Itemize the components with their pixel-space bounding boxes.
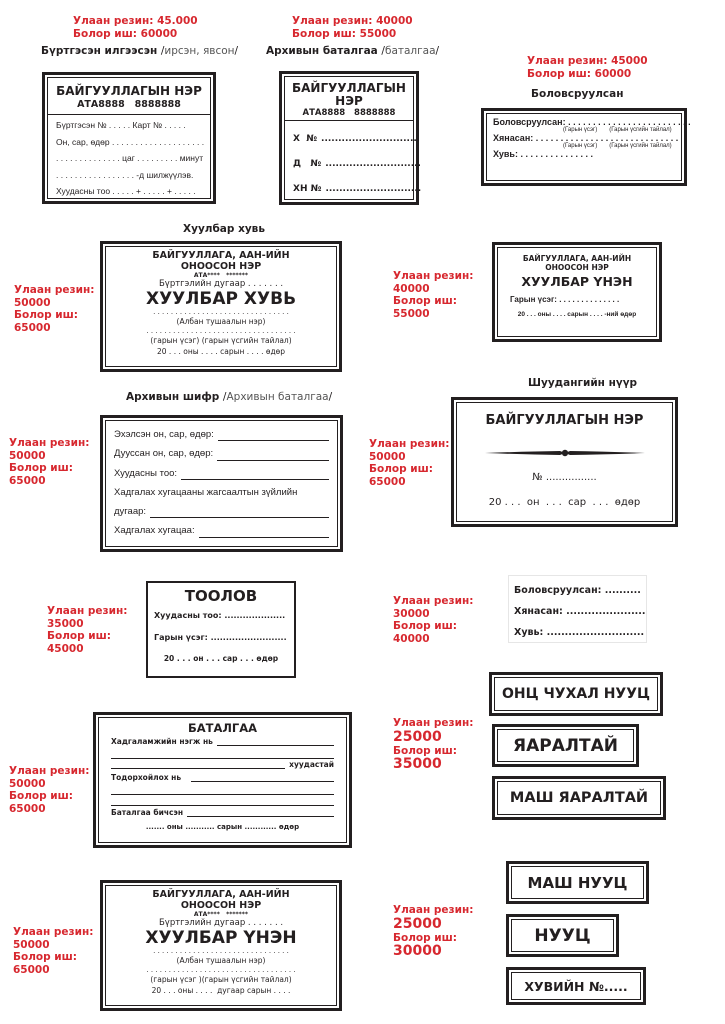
field-copy: Хувь: ........................... xyxy=(514,627,645,638)
price-label: Улаан резин: xyxy=(393,270,474,282)
price-label: Болор иш: xyxy=(393,744,457,757)
field-start-date: Эхэлсэн он, сар, өдөр: xyxy=(114,429,214,440)
price-value: 30000 xyxy=(393,607,430,620)
field-retention-period: Хадгалах хугацаа: xyxy=(114,525,195,537)
field-label-x: Х № xyxy=(293,134,318,144)
price-value: 35000 xyxy=(47,617,84,630)
stamp-caption: Хуулбар хувь xyxy=(183,223,265,235)
price-value: 40000 xyxy=(393,632,430,645)
position-label: (Албан тушаалын нэр) xyxy=(176,317,266,326)
price-value: 55000 xyxy=(393,307,430,320)
price-crystal-ink: Болор иш: 60000 xyxy=(527,68,632,80)
hint-signature: (Гарын үсэг) xyxy=(563,127,598,133)
price-block xyxy=(393,717,473,772)
number-field: № ................ xyxy=(532,472,597,483)
org-name: БАЙГУУЛЛАГЫН НЭР xyxy=(292,81,406,108)
price-value: 65000 xyxy=(13,963,50,976)
signature-label: Гарын үсэг: . . . . . . . . . . . . . . xyxy=(510,295,620,304)
price-value: 50000 xyxy=(14,296,51,309)
price-value: 65000 xyxy=(9,474,46,487)
stamp-copy: БАЙГУУЛЛАГА, ААН-ИЙН ОНООСОН НЭР АТА**** ******* Бүртгэлийн дугаар . . . . . . . ХУУЛБАР ХУВЬ . . . . . . . . . . . . . . . . . . . . . . . . . . . . . . . (Албан тушаалын нэр) . . . . . . . . . . . . . . . . . . . . . . . . . . . . . . . . . . (гарын үсэг) (гарын үсгийн тайлал) 20 . . . оны . . . . сарын . . . . өдөр xyxy=(100,241,342,372)
stamp-title: БАТАЛГАА xyxy=(187,721,258,735)
field-reviewed: Хянасан: . . . . . . . . . . . . . . . . . . . . . . . . . . . . . xyxy=(493,133,679,143)
stamp-title: ХУУЛБАР ХУВЬ xyxy=(145,289,297,309)
stamp-archive-cipher xyxy=(100,415,343,552)
org-line: БАЙГУУЛЛАГА, ААН-ИЙН xyxy=(152,889,290,900)
stamp-top-secret: ОНЦ ЧУХАЛ НУУЦ xyxy=(489,672,663,716)
date-label: 20 . . . он . . . сар . . . өдөр xyxy=(488,497,641,508)
price-label: Улаан резин: xyxy=(14,284,95,296)
field-page-count: Хуудасны тоо: .................... xyxy=(154,611,286,620)
field-page-count: Хуудасны тоо: xyxy=(114,467,178,479)
price-value: 30000 xyxy=(393,943,442,959)
price-value: 65000 xyxy=(14,321,51,334)
price-label: Улаан резин: xyxy=(393,904,474,916)
field-described: Тодорхойлох нь xyxy=(111,773,182,782)
price-value: 25000 xyxy=(393,728,442,745)
price-value: 65000 xyxy=(369,475,406,488)
price-label: Болор иш: xyxy=(9,790,73,802)
org-code: АТА**** ******* xyxy=(193,911,249,918)
hint-signature-name: (Гарын үсгийн тайлал) xyxy=(609,143,672,149)
caption-title: Бүртгэсэн илгээсэн xyxy=(41,45,158,57)
price-label: Улаан резин: xyxy=(393,717,474,729)
org-code: АТА8888 8888888 xyxy=(302,108,396,118)
caption-subtitle: баталгаа xyxy=(384,45,436,57)
price-value: 35000 xyxy=(393,756,442,772)
date-label: ....... оны ........... сарын ............ өдөр xyxy=(145,823,300,831)
price-crystal-ink: Болор иш: 55000 xyxy=(292,28,397,40)
price-label: Болор иш: xyxy=(9,462,73,474)
hint-signature-name: (Гарын үсгийн тайлал) xyxy=(609,127,672,133)
stamp-caption: Архивын баталгаа /баталгаа/ xyxy=(266,45,440,57)
price-label: Болор иш: xyxy=(393,295,457,307)
price-block xyxy=(393,595,473,645)
stamp-processed xyxy=(481,108,691,186)
price-block xyxy=(9,437,89,487)
price-red-rubber: Улаан резин: 45000 xyxy=(527,55,648,67)
field-reviewed: Хянасан: ...................... xyxy=(514,606,646,617)
caption-title: Архивын баталгаа xyxy=(266,45,378,57)
price-crystal-ink: Болор иш: 60000 xyxy=(73,28,178,40)
price-label: Болор иш: xyxy=(393,931,457,944)
field-storage-unit: Хадгаламжийн нэгж нь xyxy=(111,737,213,746)
price-block xyxy=(47,605,127,655)
price-red-rubber: Улаан резин: 40000 xyxy=(292,15,413,27)
date-label: 20 . . . оны . . . . дугаар сарын . . . . xyxy=(151,986,291,995)
date-label: 20 . . . оны . . . . сарын . . . . -ний өдөр xyxy=(517,311,637,318)
field-processed: Боловсруулсан: . . . . . . . . . . . . . . . . . . . . . . . . . xyxy=(493,117,691,127)
field-pages-suffix: хуудастай xyxy=(289,760,334,769)
price-label: Болор иш: xyxy=(393,620,457,632)
field-retention-list: Хадгалах хугацааны жагсаалтын зүйлийн xyxy=(114,486,298,498)
field-end-date: Дууссан он, сар, өдөр: xyxy=(114,448,214,460)
org-code: АТА8888 8888888 xyxy=(77,99,181,110)
price-value: 25000 xyxy=(393,915,442,932)
field-date: Он, сар, өдөр . . . . . . . . . . . . . . . . . . . . xyxy=(56,136,205,147)
field-copy: Хувь: . . . . . . . . . . . . . . . xyxy=(493,149,593,159)
stamp-title: ХУУЛБАР ҮНЭН xyxy=(521,274,633,289)
stamp-true-copy: БАЙГУУЛЛАГА, ААН-ИЙН ОНООСОН НЭР АТА**** ******* Бүртгэлийн дугаар . . . . . . . ХУУЛБАР ҮНЭН . . . . . . . . . . . . . . . . . . . . . . . . . . . . . . . (Албан тушаалын нэр) . . . . . . . . . . . . . . . . . . . . . . . . . . . . . . . . . . (гарын үсэг )(гарын үсгийн тайлал) 20 . . . оны . . . . дугаар сарын . . . . xyxy=(100,880,342,1011)
field-item-number: дугаар: xyxy=(114,506,147,518)
price-value: 50000 xyxy=(9,777,46,790)
field-label-xn: ХН № xyxy=(293,184,322,194)
stamp-counted xyxy=(146,581,296,678)
stamp-caption: Бүртгэсэн илгээсэн /ирсэн, явсон/ xyxy=(41,45,239,57)
price-label: Болор иш: xyxy=(14,309,78,321)
stamp-true-copy-small xyxy=(492,242,662,342)
price-label: Улаан резин: xyxy=(393,595,474,607)
stamp-very-secret: МАШ НУУЦ xyxy=(506,861,649,904)
price-label: Улаан резин: xyxy=(47,605,128,617)
org-line: ОНООСОН НЭР xyxy=(180,899,262,911)
stamp-secret: НУУЦ xyxy=(506,914,619,957)
stamp-title: ХУУЛБАР ҮНЭН xyxy=(145,928,297,948)
field-time: . . . . . . . . . . . . . . цаг . . . . . . . . . минут xyxy=(56,153,204,163)
stamp-caption: Боловсруулсан xyxy=(531,88,624,100)
price-block xyxy=(14,284,94,334)
org-line: ОНООСОН НЭР xyxy=(545,263,609,272)
reg-number: Бүртгэлийн дугаар . . . . . . . xyxy=(158,918,284,928)
stamp-processed-small xyxy=(508,575,647,643)
org-name: БАЙГУУЛЛАГЫН НЭР xyxy=(56,84,202,98)
stamp-registered xyxy=(42,72,216,204)
field-processed: Боловсруулсан: .......... xyxy=(514,585,641,596)
price-block xyxy=(369,438,449,488)
price-label: Болор иш: xyxy=(13,951,77,963)
org-code: АТА**** ******* xyxy=(193,272,249,279)
price-label: Улаан резин: xyxy=(9,437,90,449)
caption-subtitle: ирсэн, явсон xyxy=(164,45,235,57)
price-red-rubber: Улаан резин: 45.000 xyxy=(73,15,198,27)
price-label: Болор иш: xyxy=(47,630,111,642)
date-label: 20 . . . оны . . . . сарын . . . . өдөр xyxy=(157,347,285,356)
price-value: 50000 xyxy=(13,938,50,951)
stamp-urgent: ЯАРАЛТАЙ xyxy=(492,724,639,767)
price-value: 45000 xyxy=(47,642,84,655)
signature-label: (гарын үсэг) (гарын үсгийн тайлал) xyxy=(150,336,292,345)
field-transferred: . . . . . . . . . . . . . . . . . -д шилжүүлэв. xyxy=(56,169,194,180)
price-block xyxy=(393,270,473,320)
stamp-caption: Архивын шифр /Архивын баталгаа/ xyxy=(126,391,333,403)
field-written-by: Баталгаа бичсэн xyxy=(111,808,184,817)
ornament-divider-icon xyxy=(485,448,645,458)
stamp-caption: Шуудангийн нүүр xyxy=(528,377,638,389)
stamp-very-urgent: МАШ ЯАРАЛТАЙ xyxy=(492,776,666,820)
price-value: 40000 xyxy=(393,282,430,295)
org-name: БАЙГУУЛЛАГЫН НЭР xyxy=(485,413,644,428)
price-label: Улаан резин: xyxy=(369,438,450,450)
reg-number: Бүртгэлийн дугаар . . . . . . . xyxy=(158,279,284,289)
stamp-guarantee xyxy=(93,712,352,848)
org-line: БАЙГУУЛЛАГА, ААН-ИЙН xyxy=(152,250,290,261)
price-value: 50000 xyxy=(9,449,46,462)
price-block xyxy=(393,904,473,959)
field-pages: Хуудасны тоо . . . . . + . . . . . + . . . . . xyxy=(56,186,196,196)
caption-subtitle: Архивын баталгаа xyxy=(226,391,329,403)
price-value: 65000 xyxy=(9,802,46,815)
price-block xyxy=(9,765,89,815)
org-line: БАЙГУУЛЛАГА, ААН-ИЙН xyxy=(522,254,632,263)
field-registered-no: Бүртгэсэн № . . . . . Карт № . . . . . xyxy=(56,120,186,130)
stamp-personal-number: ХУВИЙН №..... xyxy=(506,967,646,1005)
hint-signature: (Гарын үсэг) xyxy=(563,143,598,149)
position-label: (Албан тушаалын нэр) xyxy=(176,956,266,965)
price-label: Болор иш: xyxy=(369,463,433,475)
price-block xyxy=(13,926,93,976)
date-label: 20 . . . он . . . сар . . . өдөр xyxy=(163,654,279,663)
price-value: 50000 xyxy=(369,450,406,463)
org-line: ОНООСОН НЭР xyxy=(180,260,262,272)
price-label: Улаан резин: xyxy=(9,765,90,777)
caption-title: Архивын шифр xyxy=(126,391,220,403)
signature-label: (гарын үсэг )(гарын үсгийн тайлал) xyxy=(150,975,292,984)
stamp-archive-confirm: БАЙГУУЛЛАГЫН НЭР АТА8888 8888888 Х № ............................ Д № ............................ ХН № ............................ xyxy=(279,71,419,205)
price-label: Улаан резин: xyxy=(13,926,94,938)
field-label-d: Д № xyxy=(293,159,322,169)
stamp-title: ТООЛОВ xyxy=(184,587,258,605)
stamp-journal-cover xyxy=(451,397,678,527)
field-signature: Гарын үсэг: ......................... xyxy=(154,633,287,642)
